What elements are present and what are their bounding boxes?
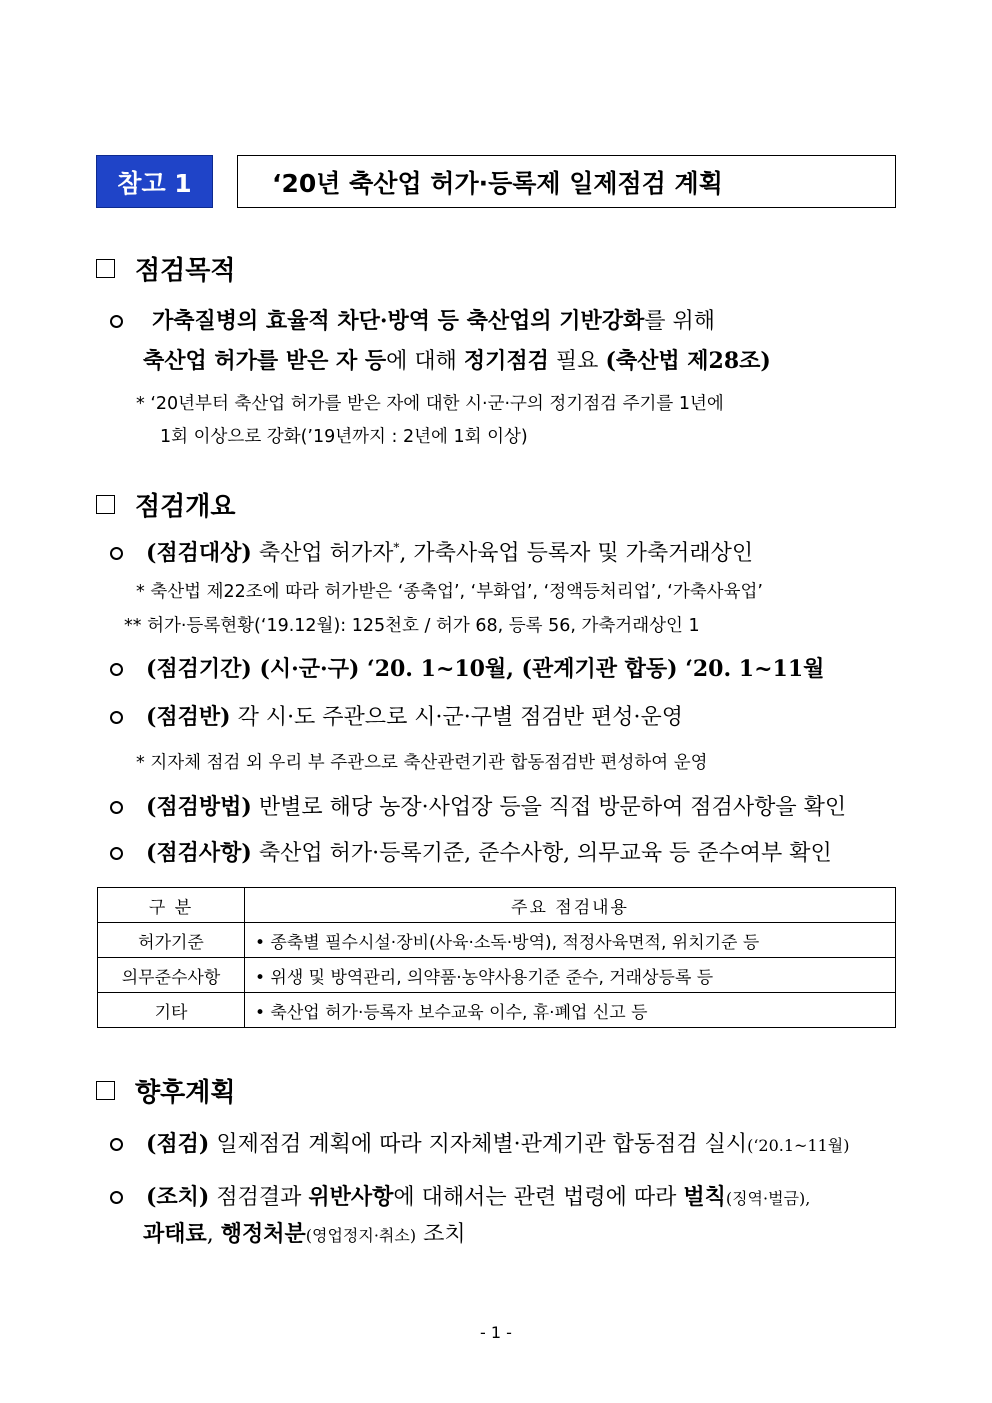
section-overview [96, 486, 235, 523]
table-row [98, 923, 896, 958]
circle-bullet-icon [110, 315, 123, 328]
table-row [98, 993, 896, 1028]
purpose-bullet-1-line-2 [143, 344, 771, 375]
table-header-category: 구 분 [98, 888, 245, 923]
label: (점검사항) [146, 840, 252, 866]
text: 를 위해 [644, 309, 715, 334]
emphasis: 행정처분 [220, 1221, 306, 1247]
emphasis: 위반사항 [308, 1184, 394, 1210]
emphasis: 가축질병의 효율적 차단·방역 등 축산업의 기반강화 [152, 308, 645, 334]
circle-bullet-icon [110, 801, 123, 814]
label: (점검) [146, 1131, 210, 1157]
label: (점검대상) [146, 540, 252, 566]
text: 에 대해 [386, 349, 464, 374]
table-cell-category: 기타 [98, 993, 245, 1028]
overview-items [110, 836, 832, 867]
checkbox-square-icon [96, 1081, 115, 1100]
plan-bullet-1 [110, 1127, 850, 1158]
section-purpose-title: 점검목적 [135, 256, 236, 286]
plan-bullet-2-line-2 [143, 1217, 466, 1248]
text: 축산업 허가·등록기준, 준수사항, 의무교육 등 준수여부 확인 [251, 841, 832, 866]
section-purpose [96, 250, 235, 287]
reference-badge: 참고 1 [96, 155, 213, 208]
label: (조치) [146, 1184, 210, 1210]
text: 에 대해서는 관련 법령에 따라 [393, 1185, 684, 1210]
text: 일제점검 계획에 따라 지자체별·관계기관 합동점검 실시 [209, 1132, 748, 1157]
table-cell-content: • 종축별 필수시설·장비(사육·소독·방역), 적정사육면적, 위치기준 등 [245, 923, 896, 958]
overview-target-note-1: * 축산법 제22조에 따라 허가받은 ‘종축업’, ‘부화업’, ‘정액등처리업’, ‘가축사육업’ [136, 582, 763, 602]
circle-bullet-icon [110, 1138, 123, 1151]
text: , [206, 1222, 221, 1247]
overview-target-note-2: ** 허가·등록현황(‘19.12월): 125천호 / 허가 68, 등록 56, 가축거래상인 1 [124, 616, 700, 636]
circle-bullet-icon [110, 663, 123, 676]
purpose-note-line-1: * ‘20년부터 축산업 허가를 받은 자에 대한 시·군·구의 정기점검 주기를 1년에 [136, 394, 724, 414]
table-cell-category: 의무준수사항 [98, 958, 245, 993]
emphasis: 축산업 허가를 받은 자 등 [143, 348, 387, 374]
plan-bullet-2-line-1 [110, 1180, 810, 1211]
checkbox-square-icon [96, 495, 115, 514]
emphasis: 벌칙 [683, 1184, 726, 1210]
overview-method [110, 790, 846, 821]
section-overview-title: 점검개요 [135, 492, 236, 522]
table-row [98, 958, 896, 993]
text-small: (영업정지·취소) [305, 1226, 417, 1245]
table-cell-content: • 위생 및 방역관리, 의약품·농약사용기준 준수, 거래상등록 등 [245, 958, 896, 993]
table-cell-category: 허가기준 [98, 923, 245, 958]
superscript: * [393, 540, 400, 555]
purpose-bullet-1-line-1 [110, 304, 715, 335]
circle-bullet-icon [110, 711, 123, 724]
purpose-note-line-2: 1회 이상으로 강화(’19년까지 : 2년에 1회 이상) [160, 427, 528, 447]
text: 반별로 해당 농장·사업장 등을 직접 방문하여 점검사항을 확인 [251, 795, 847, 820]
page-number: - 1 - [480, 1323, 512, 1342]
circle-bullet-icon [110, 1191, 123, 1204]
text-small: (징역·벌금), [725, 1189, 811, 1208]
text: 각 시·도 주관으로 시·군·구별 점검반 편성·운영 [230, 705, 684, 730]
overview-team-note: * 지자체 점검 외 우리 부 주관으로 축산관련기관 합동점검반 편성하여 운영 [136, 753, 708, 773]
emphasis: 정기점검 [463, 348, 549, 374]
emphasis: 과태료 [143, 1221, 207, 1247]
document-title-text: ‘20년 축산업 허가·등록제 일제점검 계획 [272, 168, 723, 198]
overview-period [110, 652, 824, 683]
circle-bullet-icon [110, 847, 123, 860]
label: (점검반) [146, 704, 231, 730]
overview-target [110, 536, 753, 567]
emphasis: (축산법 제28조) [605, 348, 771, 374]
section-plan-title: 향후계획 [135, 1078, 236, 1108]
table-header-row [98, 888, 896, 923]
text: 축산업 허가자 [251, 541, 394, 566]
inspection-table [97, 887, 896, 1028]
label: (점검방법) [146, 794, 252, 820]
table-header-content: 주요 점검내용 [245, 888, 896, 923]
period-text: (점검기간) (시·군·구) ‘20. 1~10월, (관계기관 합동) ‘20. 1~11월 [146, 656, 825, 682]
text-small: (‘20.1~11월) [747, 1136, 850, 1155]
document-title [237, 155, 896, 208]
circle-bullet-icon [110, 547, 123, 560]
text: 조치 [416, 1222, 466, 1247]
table-cell-content: • 축산업 허가·등록자 보수교육 이수, 휴·폐업 신고 등 [245, 993, 896, 1028]
overview-team [110, 700, 683, 731]
text: , 가축사육업 등록자 및 가축거래상인 [399, 541, 754, 566]
checkbox-square-icon [96, 259, 115, 278]
section-plan [96, 1072, 235, 1109]
text: 점검결과 [209, 1185, 309, 1210]
text: 필요 [548, 349, 606, 374]
